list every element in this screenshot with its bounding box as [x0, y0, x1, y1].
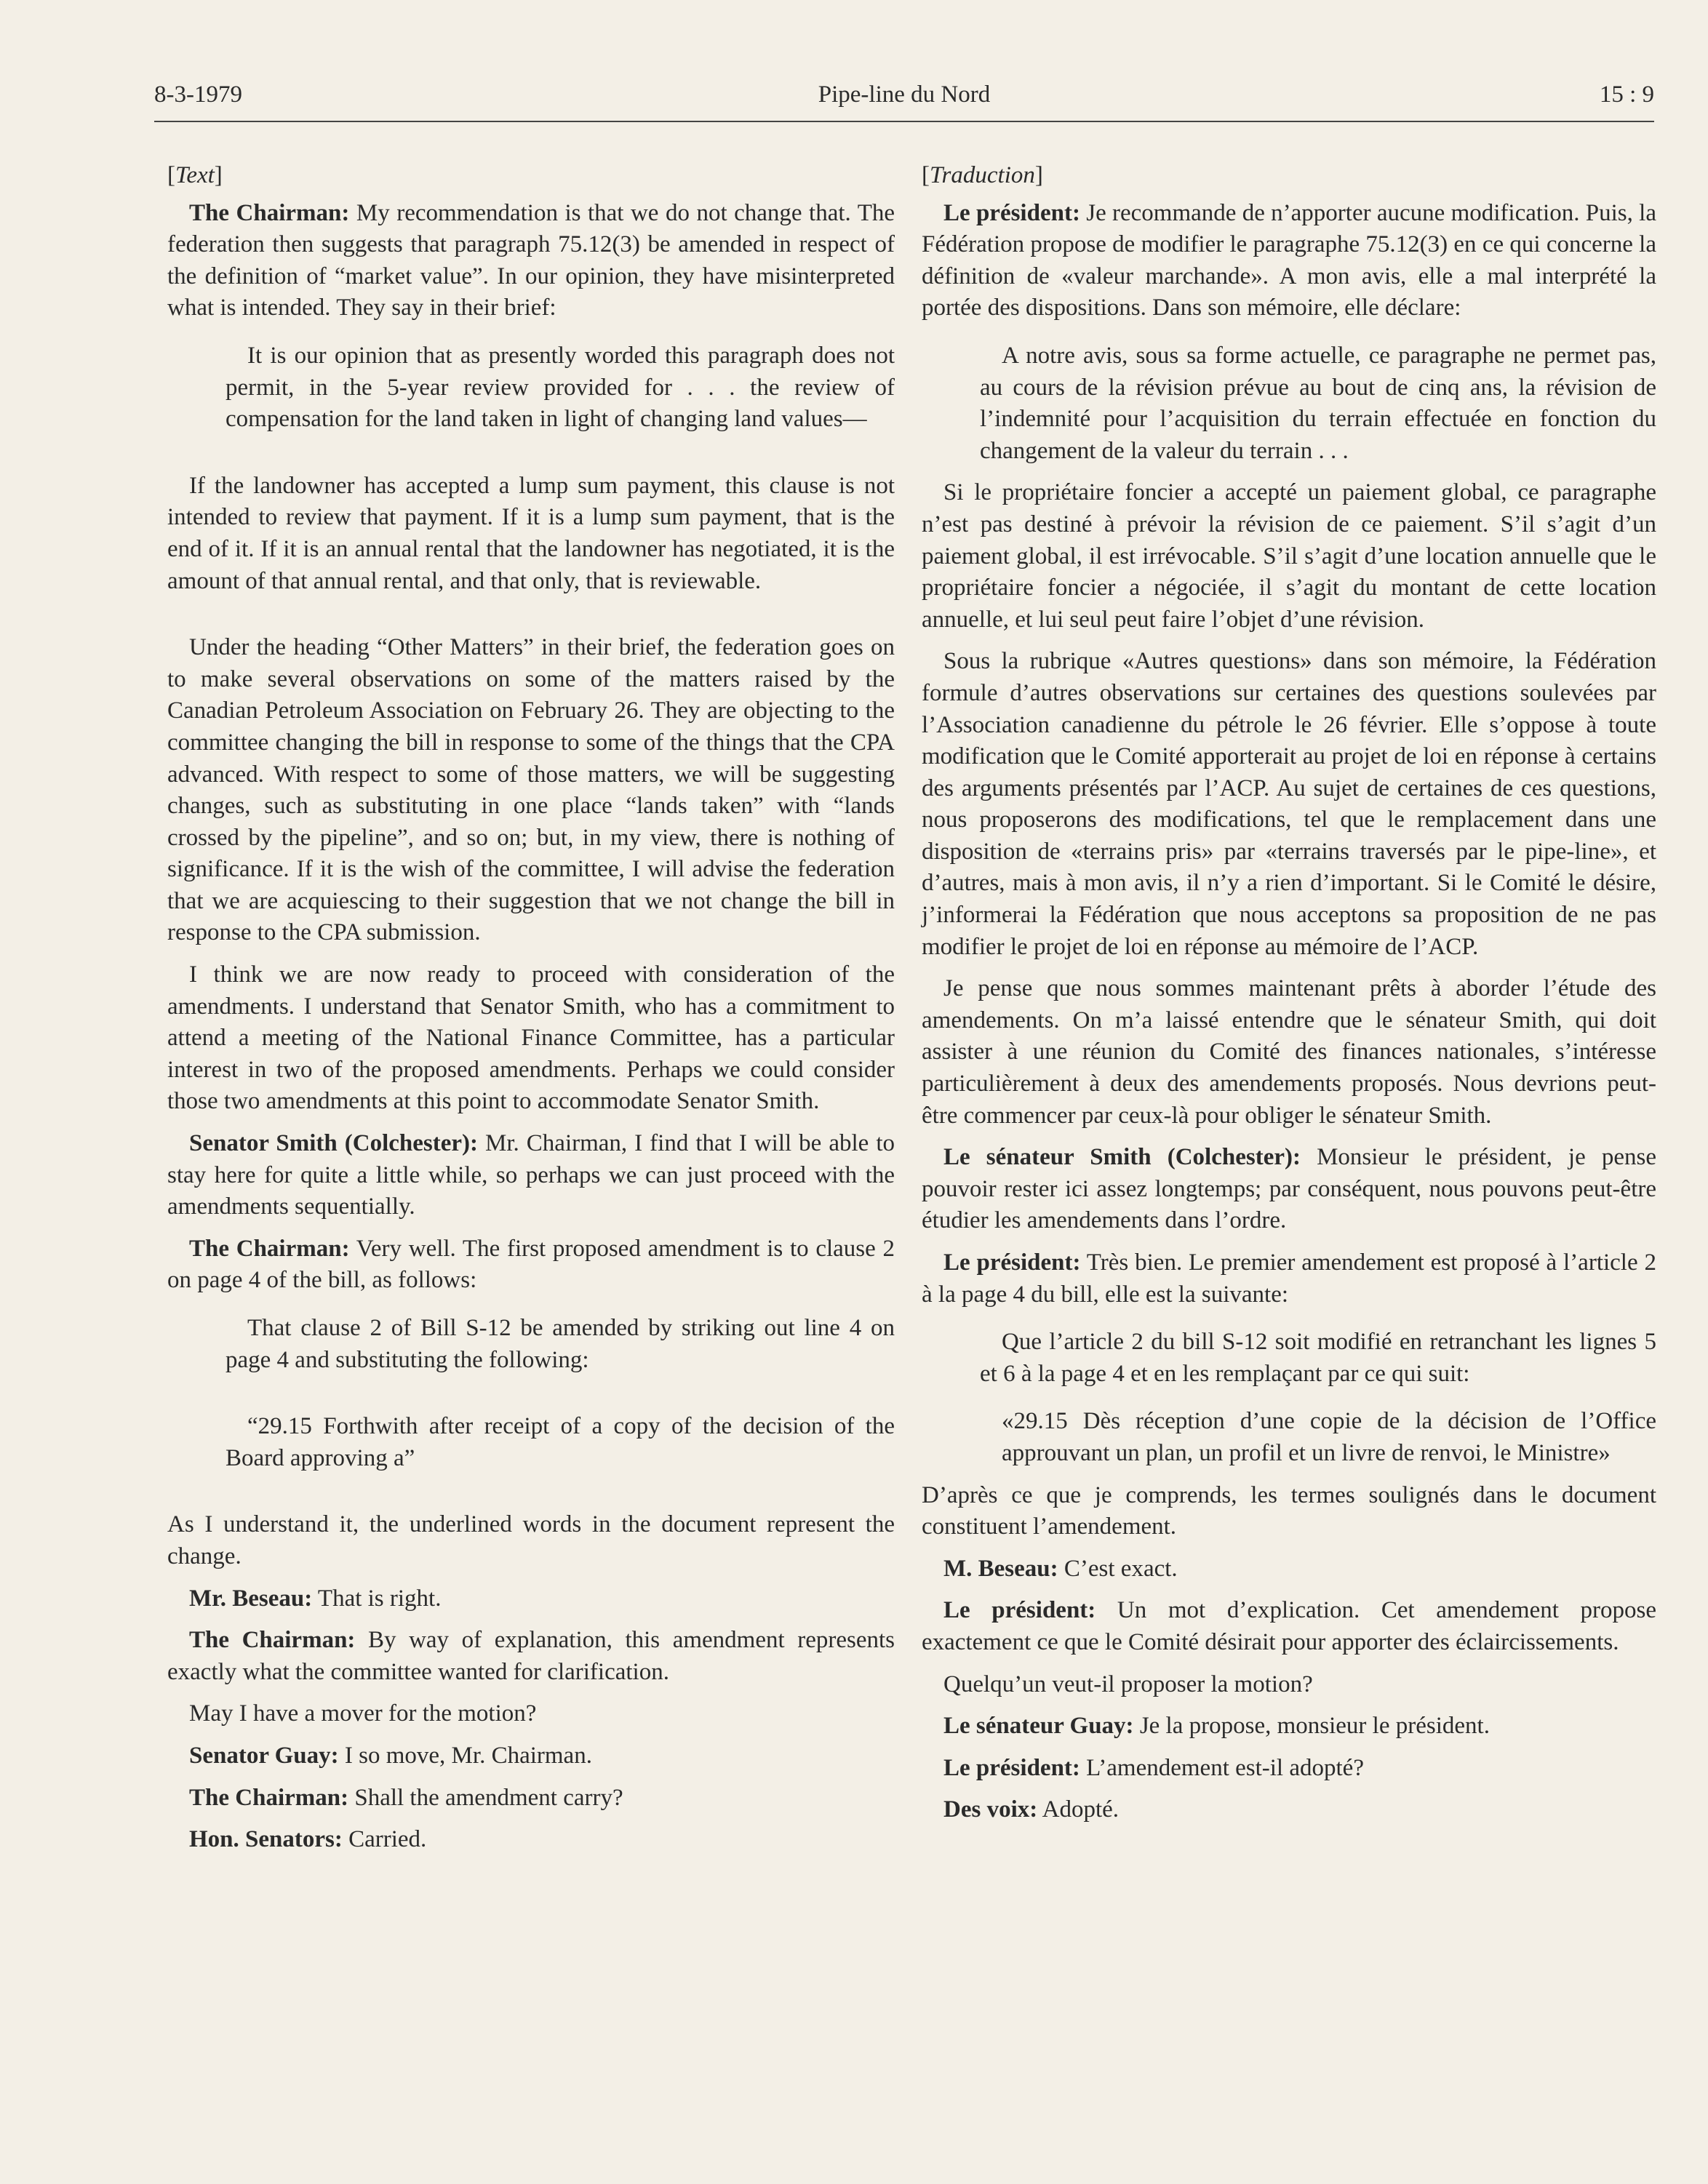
en-paragraph-3: Under the heading “Other Matters” in their brief, the federation goes on to make several observations on some of the matters raised by the Canadian Petroleum Association on February 26. They are objecting to the committee changing the bill in response to some of the things that the CPA advanced. With respect to some of those matters, we will be suggesting changes, such as substituting in one place “lands taken” with “lands crossed by the pipeline”, and so on; but, in my view, there is nothing of significance. If it is the wish of the committee, I will advise the federation that we are acquiescing to their suggestion that we not change the bill in response to the CPA submission. — [167, 634, 895, 946]
en-paragraph-13: Hon. Senators: Carried. — [189, 1826, 427, 1853]
fr-paragraph-3: Sous la rubrique «Autres questions» dans son mémoire, la Fédération formule d’autres observations sur certaines des questions soulevées par l’Association canadienne du pétrole le 26 février. Elle s’oppose à toute modification que le Comité apporterait au projet de loi en réponse à certains des arguments présentés par l’ACP. Au sujet de certaines de ces questions, nous proposerons des modifications, tel que le remplacement dans une disposition de «terrains pris» par «terrains traversés par le pipe-line», et d’autres, mais à mon avis, il n’y a rien d’important. Si le Comité le désire, j’informerai la Fédération que nous acceptons sa proposition de ne pas modifier le projet de loi en réponse au mémoire de l’ACP. — [922, 648, 1656, 960]
speaker: The Chairman: — [189, 1235, 350, 1262]
speaker: The Chairman: — [189, 1784, 349, 1811]
en-paragraph-5: Senator Smith (Colchester): Mr. Chairman, I find that I will be able to stay here for quite a little while, so perhaps we can just proceed with the amendments sequentially. — [167, 1130, 895, 1220]
en-paragraph-11: Senator Guay: I so move, Mr. Chairman. — [189, 1742, 592, 1769]
speaker: Le président: — [943, 1754, 1080, 1781]
section-label-text: [Text] — [167, 162, 223, 188]
en-paragraph-4: I think we are now ready to proceed with consideration of the amendments. I understand that Senator Smith, who has a commitment to attend a meeting of the National Finance Committee, has a particular interest in two of the proposed amendments. Perhaps we could consider those two amendments at this point to accommodate Senator Smith. — [167, 961, 895, 1115]
en-paragraph-10: May I have a mover for the motion? — [189, 1700, 537, 1727]
speaker: Des voix: — [943, 1796, 1038, 1823]
en-paragraph-2: If the landowner has accepted a lump sum payment, this clause is not intended to review that payment. If it is a lump sum payment, that is the end of it. If it is an annual rental that the landowner has negotiated, it is the amount of that annual rental, and that only, that is reviewable. — [167, 472, 895, 594]
fr-paragraph-4: Je pense que nous sommes maintenant prêts à aborder l’étude des amendements. On m’a laissé entendre que le sénateur Smith, qui doit assister à une réunion du Comité des finances nationales, s’intéresse particulièrement à deux des amendements proposés. Nous devrions peut-être commencer par ceux-là pour obliger le sénateur Smith. — [922, 975, 1656, 1129]
fr-quote-3: «29.15 Dès réception d’une copie de la décision de l’Office approuvant un plan, un profil et un livre de renvoi, le Ministre» — [1002, 1408, 1656, 1466]
header-title: Pipe-line du Nord — [818, 81, 991, 108]
speaker: Mr. Beseau: — [189, 1585, 313, 1612]
speaker: Le président: — [943, 1249, 1081, 1276]
en-paragraph-12: The Chairman: Shall the amendment carry? — [189, 1784, 623, 1811]
fr-paragraph-8: M. Beseau: C’est exact. — [943, 1555, 1178, 1582]
en-paragraph-8: Mr. Beseau: That is right. — [189, 1585, 442, 1612]
fr-paragraph-10: Quelqu’un veut-il proposer la motion? — [943, 1671, 1313, 1697]
fr-paragraph-6: Le président: Très bien. Le premier amendement est proposé à l’article 2 à la page 4 du bill, elle est la suivante: — [922, 1249, 1656, 1308]
speaker: Le sénateur Guay: — [943, 1713, 1134, 1740]
english-column — [167, 160, 895, 1856]
header-page-number: 15 : 9 — [1599, 81, 1654, 108]
fr-quote-1: A notre avis, sous sa forme actuelle, ce paragraphe ne permet pas, au cours de la révision prévue au bout de cinq ans, la révision de l’indemnité pour l’acquisition du terrain effectuée en fonction du changement de la valeur du terrain . . . — [980, 342, 1656, 464]
speaker: Le président: — [943, 1597, 1096, 1624]
fr-paragraph-5: Le sénateur Smith (Colchester): Monsieur le président, je pense pouvoir rester ici assez longtemps; par conséquent, nous pouvons peut-être étudier les amendements dans l’ordre. — [922, 1144, 1656, 1234]
fr-paragraph-1: Le président: Je recommande de n’apporter aucune modification. Puis, la Fédération propose de modifier le paragraphe 75.12(3) en ce qui concerne la définition de «valeur marchande». A mon avis, elle a mal interprété la portée des dispositions. Dans son mémoire, elle déclare: — [922, 199, 1656, 321]
section-label-traduction: [Traduction] — [922, 162, 1043, 188]
en-paragraph-9: The Chairman: By way of explanation, this amendment represents exactly what the committee wanted for clarification. — [167, 1627, 895, 1685]
speaker: Senator Guay: — [189, 1742, 339, 1769]
fr-paragraph-12: Le président: L’amendement est-il adopté? — [943, 1754, 1364, 1781]
en-paragraph-6: The Chairman: Very well. The first proposed amendment is to clause 2 on page 4 of the bill, as follows: — [167, 1235, 895, 1294]
en-paragraph-1: The Chairman: My recommendation is that we do not change that. The federation then suggests that paragraph 75.12(3) be amended in respect of the definition of “market value”. In our opinion, they have misinterpreted what is intended. They say in their brief: — [167, 199, 895, 321]
en-quote-3: “29.15 Forthwith after receipt of a copy of the decision of the Board approving a” — [226, 1413, 895, 1471]
fr-paragraph-13: Des voix: Adopté. — [943, 1796, 1120, 1823]
en-quote-2: That clause 2 of Bill S-12 be amended by striking out line 4 on page 4 and substituting the following: — [226, 1315, 895, 1373]
en-quote-1: It is our opinion that as presently worded this paragraph does not permit, in the 5-year review provided for . . . the review of compensation for the land taken in light of changing land values— — [226, 342, 895, 433]
speaker: Le président: — [943, 199, 1080, 226]
fr-paragraph-7: D’après ce que je comprends, les termes soulignés dans le document constituent l’amendement. — [922, 1481, 1656, 1540]
speaker: Senator Smith (Colchester): — [189, 1130, 479, 1157]
speaker: The Chairman: — [189, 1627, 356, 1654]
speaker: The Chairman: — [189, 199, 350, 226]
speaker: M. Beseau: — [943, 1555, 1058, 1582]
speaker: Hon. Senators: — [189, 1826, 343, 1853]
en-paragraph-7: As I understand it, the underlined words in the document represent the change. — [167, 1511, 895, 1569]
fr-quote-2: Que l’article 2 du bill S-12 soit modifié en retranchant les lignes 5 et 6 à la page 4 et en les remplaçant par ce qui suit: — [980, 1329, 1656, 1387]
fr-paragraph-2: Si le propriétaire foncier a accepté un paiement global, ce paragraphe n’est pas destiné à prévoir la révision de ce paiement. S’il s’agit d’un paiement global, il est irrévocable. S’il s’agit d’une location annuelle que le propriétaire foncier a négociée, il s’agit du montant de cette location annuelle, et lui seul peut faire l’objet d’une révision. — [922, 479, 1656, 633]
running-header — [154, 80, 1654, 122]
header-date: 8-3-1979 — [154, 81, 242, 108]
speaker: Le sénateur Smith (Colchester): — [943, 1144, 1301, 1171]
fr-paragraph-9: Le président: Un mot d’explication. Cet amendement propose exactement ce que le Comité désirait pour apporter des éclaircissements. — [922, 1597, 1656, 1655]
french-column — [922, 160, 1656, 1826]
fr-paragraph-11: Le sénateur Guay: Je la propose, monsieur le président. — [943, 1713, 1490, 1740]
